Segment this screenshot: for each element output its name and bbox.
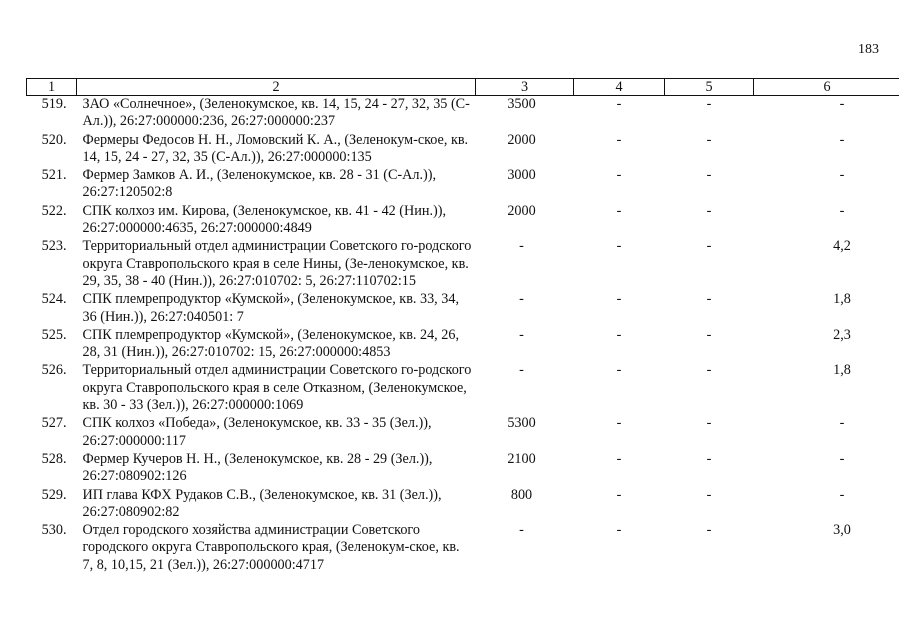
row-value-col3: - <box>519 522 524 539</box>
row-value-col3: 2000 <box>507 131 536 148</box>
row-value-col3: - <box>519 326 524 343</box>
row-number: 528. <box>41 450 67 467</box>
row-value-col5: - <box>706 167 712 184</box>
land-table <box>26 78 899 575</box>
row-value-col6: - <box>839 167 845 184</box>
column-header-1: 1 <box>27 79 77 96</box>
column-header-5: 5 <box>665 79 754 96</box>
table-row <box>27 487 899 523</box>
row-number: 524. <box>41 291 67 308</box>
column-header-6: 6 <box>754 79 899 96</box>
row-description: ЗАО «Солнечное», (Зеленокумское, кв. 14, 15, 24 - 27, 32, 35 (С-Ал.)), 26:27:000000:236, 26:27:000000:237 <box>82 96 470 130</box>
row-description: Фермеры Федосов Н. Н., Ломовский К. А., (Зеленокум-ское, кв. 14, 15, 24 - 27, 32, 35 (С-Ал.)), 26:27:000000:135 <box>82 131 469 165</box>
row-description: СПК колхоз «Победа», (Зеленокумское, кв. 33 - 35 (Зел.)), 26:27:000000:117 <box>82 415 432 449</box>
column-header-3: 3 <box>476 79 574 96</box>
column-header-2: 2 <box>77 79 476 96</box>
row-number: 530. <box>41 522 67 539</box>
table-row <box>27 522 899 575</box>
row-value-col3: 5300 <box>507 415 536 432</box>
row-value-col3: 2100 <box>507 450 536 467</box>
row-number: 522. <box>41 202 67 219</box>
row-value-col6: 1,8 <box>833 362 851 379</box>
row-value-col4: - <box>616 486 622 503</box>
row-value-col4: - <box>616 362 622 379</box>
row-value-col5: - <box>706 291 712 308</box>
row-value-col3: - <box>519 291 524 308</box>
row-description: Фермер Замков А. И., (Зеленокумское, кв. 28 - 31 (С-Ал.)), 26:27:120502:8 <box>82 167 437 201</box>
row-number: 521. <box>41 167 67 184</box>
row-number: 523. <box>41 238 67 255</box>
row-value-col6: 3,0 <box>833 522 851 539</box>
row-value-col5: - <box>706 96 712 112</box>
row-description: Территориальный отдел администрации Советского го-родского округа Ставропольского края в селе Нины, (Зе-ленокумское, кв. 29, 35, 38 - 40 (Нин.)), 26:27:010702: 5, 26:27:110702:15 <box>82 238 472 289</box>
row-value-col3: 3500 <box>507 96 536 112</box>
row-number: 519. <box>41 96 67 112</box>
row-value-col5: - <box>706 238 712 255</box>
table-body <box>27 96 899 576</box>
row-value-col4: - <box>616 167 622 184</box>
page-number: 183 <box>858 42 879 57</box>
row-value-col3: - <box>519 362 524 379</box>
table-row <box>27 362 899 415</box>
row-value-col6: - <box>839 450 845 467</box>
row-value-col6: - <box>839 96 845 112</box>
row-value-col3: 2000 <box>507 202 536 219</box>
row-value-col4: - <box>616 202 622 219</box>
row-value-col6: 4,2 <box>833 238 851 255</box>
table-row <box>27 167 899 203</box>
row-description: Фермер Кучеров Н. Н., (Зеленокумское, кв. 28 - 29 (Зел.)), 26:27:080902:126 <box>82 450 433 485</box>
row-value-col5: - <box>706 415 712 432</box>
row-value-col3: - <box>519 238 524 255</box>
row-value-col6: 2,3 <box>833 326 851 343</box>
row-value-col6: - <box>839 202 845 219</box>
row-value-col5: - <box>706 450 712 467</box>
row-description: Отдел городского хозяйства администрации Советского городского округа Ставропольского края, (Зеленокум-ское, кв. 7, 8, 10,15, 21 (Зел.)), 26:27:000000:4717 <box>82 522 460 573</box>
row-description: СПК колхоз им. Кирова, (Зеленокумское, кв. 41 - 42 (Нин.)), 26:27:000000:4635, 26:27:000000:4849 <box>82 202 447 237</box>
row-value-col4: - <box>616 131 622 148</box>
row-value-col4: - <box>616 326 622 343</box>
row-value-col4: - <box>616 522 622 539</box>
table-row <box>27 132 899 168</box>
table-row <box>27 451 899 487</box>
row-value-col6: - <box>839 415 845 432</box>
row-value-col5: - <box>706 362 712 379</box>
row-description: Территориальный отдел администрации Советского го-родского округа Ставропольского края в селе Отказном, (Зеленокумское, кв. 30 - 33 (Зел.)), 26:27:000000:1069 <box>82 362 472 414</box>
row-number: 527. <box>41 415 67 432</box>
column-header-4: 4 <box>574 79 665 96</box>
table-row <box>27 96 899 132</box>
row-value-col5: - <box>706 486 712 503</box>
table-row <box>27 203 899 239</box>
row-value-col3: 3000 <box>507 167 536 184</box>
row-number: 529. <box>41 486 67 503</box>
table-row <box>27 238 899 291</box>
row-value-col6: - <box>839 131 845 148</box>
row-value-col4: - <box>616 450 622 467</box>
row-value-col4: - <box>616 96 622 112</box>
row-value-col5: - <box>706 202 712 219</box>
row-value-col3: 800 <box>510 486 533 503</box>
row-description: СПК племрепродуктор «Кумской», (Зеленокумское, кв. 33, 34, 36 (Нин.)), 26:27:040501: 7 <box>82 291 460 325</box>
row-description: ИП глава КФХ Рудаков С.В., (Зеленокумское, кв. 31 (Зел.)), 26:27:080902:82 <box>82 486 442 520</box>
row-number: 525. <box>41 326 67 343</box>
table-header-row <box>27 79 899 96</box>
table-row <box>27 291 899 327</box>
row-value-col5: - <box>706 326 712 343</box>
row-description: СПК племрепродуктор «Кумской», (Зеленокумское, кв. 24, 26, 28, 31 (Нин.)), 26:27:010702: 15, 26:27:000000:4853 <box>82 326 460 361</box>
row-number: 520. <box>41 131 67 148</box>
row-value-col4: - <box>616 238 622 255</box>
row-value-col4: - <box>616 291 622 308</box>
row-value-col5: - <box>706 131 712 148</box>
row-value-col5: - <box>706 522 712 539</box>
table-row <box>27 415 899 451</box>
table-row <box>27 327 899 363</box>
row-value-col6: 1,8 <box>833 291 851 308</box>
row-value-col6: - <box>839 486 845 503</box>
row-value-col4: - <box>616 415 622 432</box>
row-number: 526. <box>41 362 67 379</box>
